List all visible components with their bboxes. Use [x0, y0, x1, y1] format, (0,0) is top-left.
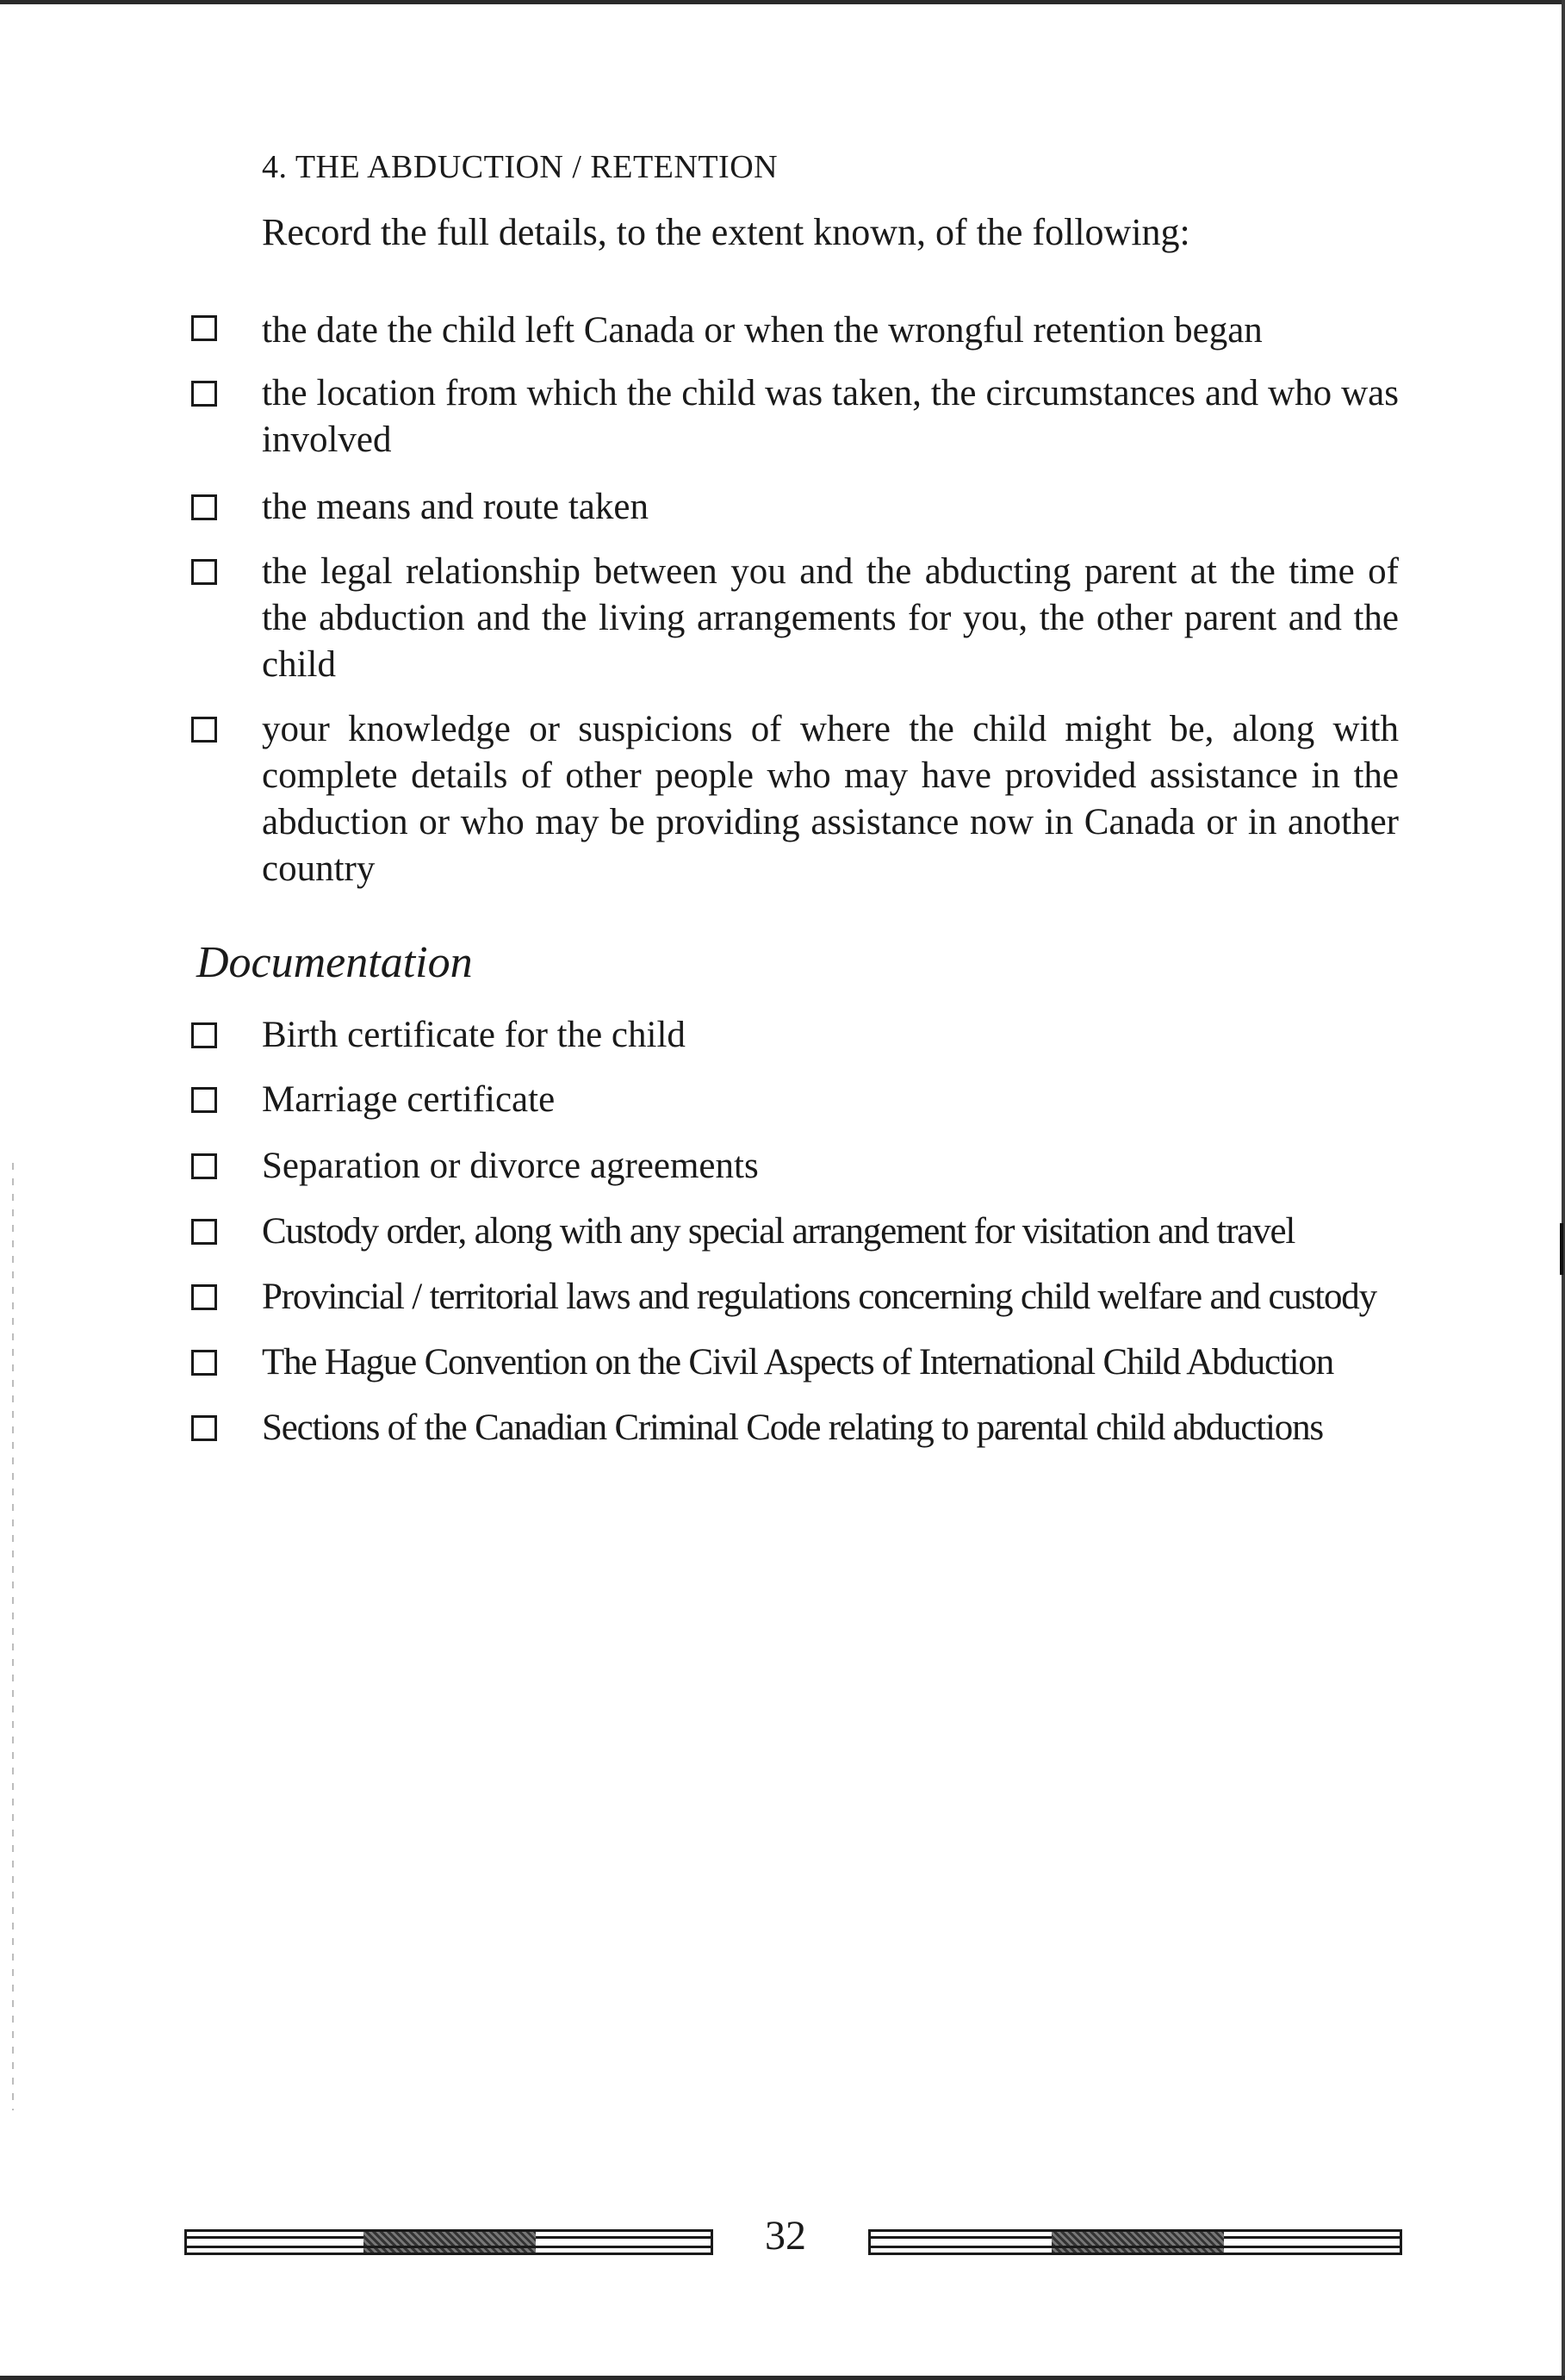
page-edge-bottom	[0, 2376, 1565, 2380]
details-item-text: the legal relationship between you and the abducting parent at the time of the abduction and the living arrangements for you, the other parent and the child	[262, 551, 1399, 685]
checkbox[interactable]	[191, 494, 217, 520]
checkbox[interactable]	[191, 559, 217, 585]
footer-rule-shade	[1052, 2232, 1224, 2253]
scan-artifact-right	[1560, 1223, 1563, 1275]
documentation-item-text: Provincial / territorial laws and regulations concerning child welfare and custody	[262, 1277, 1376, 1317]
footer-rule-shade	[363, 2232, 536, 2253]
documentation-item-text: Marriage certificate	[262, 1079, 556, 1120]
checkbox[interactable]	[191, 1415, 217, 1441]
checkbox[interactable]	[191, 1284, 217, 1310]
footer-rule-left	[184, 2229, 713, 2255]
footer-rule-right	[868, 2229, 1402, 2255]
details-item-text: the means and route taken	[262, 487, 649, 527]
section-intro: Record the full details, to the extent known, of the following:	[262, 211, 1190, 253]
checkbox[interactable]	[191, 1219, 217, 1245]
page-edge-top	[0, 0, 1565, 4]
documentation-item-text: Separation or divorce agreements	[262, 1146, 759, 1186]
details-item-text: the date the child left Canada or when the wrongful retention began	[262, 310, 1263, 351]
details-item-text: your knowledge or suspicions of where the child might be, along with complete details of other people who may have provided assistance in the abduction or who may be providing assistance now in Canada or in another country	[262, 709, 1399, 889]
documentation-item-text: Birth certificate for the child	[262, 1015, 686, 1055]
scan-artifact-left	[12, 1163, 14, 2110]
checkbox[interactable]	[191, 1153, 217, 1179]
checkbox[interactable]	[191, 1087, 217, 1113]
page-number: 32	[765, 2213, 806, 2259]
documentation-item-text: Custody order, along with any special arrangement for visitation and travel	[262, 1211, 1295, 1252]
checkbox[interactable]	[191, 315, 217, 341]
checkbox[interactable]	[191, 381, 217, 407]
checkbox[interactable]	[191, 717, 217, 743]
documentation-heading: Documentation	[196, 938, 473, 987]
documentation-item-text: Sections of the Canadian Criminal Code relating to parental child abductions	[262, 1407, 1323, 1448]
documentation-item-text: The Hague Convention on the Civil Aspects of International Child Abduction	[262, 1342, 1333, 1383]
section-heading: 4. THE ABDUCTION / RETENTION	[262, 149, 779, 185]
details-item-text: the location from which the child was taken, the circumstances and who was involved	[262, 373, 1399, 460]
page-edge-right	[1562, 0, 1565, 2380]
checkbox[interactable]	[191, 1022, 217, 1048]
checkbox[interactable]	[191, 1350, 217, 1376]
